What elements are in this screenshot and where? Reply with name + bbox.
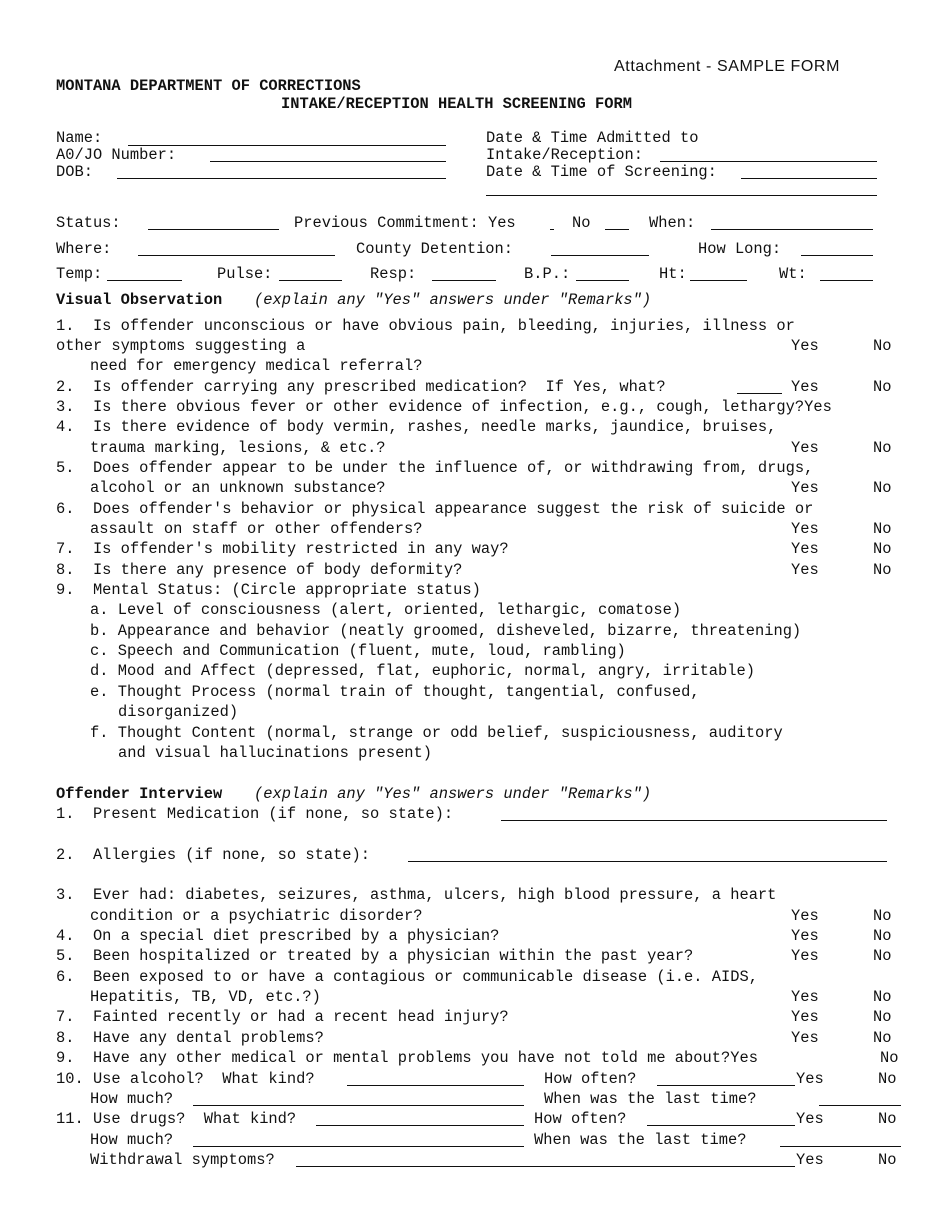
visual-q9d: d. Mood and Affect (depressed, flat, euphoric, normal, angry, irritable) xyxy=(90,662,755,680)
visual-q9f-line2: and visual hallucinations present) xyxy=(118,744,433,762)
alcohol-how-often-field[interactable] xyxy=(657,1085,795,1086)
visual-q4-line2: trauma marking, lesions, & etc.? xyxy=(90,439,386,457)
visual-q8-no[interactable]: No xyxy=(873,561,892,579)
dob-label: DOB: xyxy=(56,163,93,181)
how-long-field[interactable] xyxy=(801,255,873,256)
screening-field-extra[interactable] xyxy=(486,195,877,196)
interview-q4-yes[interactable]: Yes xyxy=(791,927,819,945)
visual-q1-line2: other symptoms suggesting a xyxy=(56,337,306,355)
interview-q3-yes[interactable]: Yes xyxy=(791,907,819,925)
visual-observation-note: (explain any "Yes" answers under "Remarks") xyxy=(254,291,652,309)
interview-q10-yes[interactable]: Yes xyxy=(796,1070,824,1088)
visual-q9f-line1: f. Thought Content (normal, strange or odd belief, suspiciousness, auditory xyxy=(90,724,783,742)
screening-label: Date & Time of Screening: xyxy=(486,163,717,181)
previous-yes-field[interactable] xyxy=(550,229,554,230)
alcohol-how-much-field[interactable] xyxy=(193,1105,524,1106)
visual-q7: 7. Is offender's mobility restricted in any way? xyxy=(56,540,509,558)
visual-q5-line2: alcohol or an unknown substance? xyxy=(90,479,386,497)
offender-interview-heading: Offender Interview xyxy=(56,785,223,803)
present-medication-field[interactable] xyxy=(501,820,887,821)
visual-q4-no[interactable]: No xyxy=(873,439,892,457)
alcohol-last-time-field[interactable] xyxy=(819,1105,901,1106)
withdrawal-symptoms-field[interactable] xyxy=(296,1166,795,1167)
interview-q3-line2: condition or a psychiatric disorder? xyxy=(90,907,423,925)
alcohol-last-time-label: When was the last time? xyxy=(544,1090,757,1108)
visual-q2-medication-field[interactable] xyxy=(737,393,782,394)
drugs-last-time-label: When was the last time? xyxy=(534,1131,747,1149)
interview-q5-yes[interactable]: Yes xyxy=(791,947,819,965)
interview-q11-yes[interactable]: Yes xyxy=(796,1110,824,1128)
interview-q6-no[interactable]: No xyxy=(873,988,892,1006)
drugs-how-often-label: How often? xyxy=(534,1110,627,1128)
temp-label: Temp: xyxy=(56,265,103,283)
visual-q6-no[interactable]: No xyxy=(873,520,892,538)
interview-q4: 4. On a special diet prescribed by a physician? xyxy=(56,927,500,945)
visual-q7-no[interactable]: No xyxy=(873,540,892,558)
admitted-label-2: Intake/Reception: xyxy=(486,146,644,164)
status-label: Status: xyxy=(56,214,121,232)
resp-field[interactable] xyxy=(432,280,496,281)
alcohol-how-much-label: How much? xyxy=(90,1090,174,1108)
interview-q9: 9. Have any other medical or mental problems you have not told me about?Yes xyxy=(56,1049,758,1067)
visual-q9e-line2: disorganized) xyxy=(118,703,239,721)
drugs-how-often-field[interactable] xyxy=(647,1125,795,1126)
visual-q6-line1: 6. Does offender's behavior or physical appearance suggest the risk of suicide or xyxy=(56,500,814,518)
withdrawal-yes[interactable]: Yes xyxy=(796,1151,824,1169)
county-detention-field[interactable] xyxy=(551,255,649,256)
bp-label: B.P.: xyxy=(524,265,571,283)
interview-q8: 8. Have any dental problems? xyxy=(56,1029,324,1047)
interview-q2: 2. Allergies (if none, so state): xyxy=(56,846,371,864)
visual-q8-yes[interactable]: Yes xyxy=(791,561,819,579)
alcohol-kind-field[interactable] xyxy=(347,1085,524,1086)
withdrawal-symptoms-label: Withdrawal symptoms? xyxy=(90,1151,275,1169)
visual-q9e-line1: e. Thought Process (normal train of thought, tangential, confused, xyxy=(90,683,700,701)
where-field[interactable] xyxy=(138,255,335,256)
when-label: When: xyxy=(649,214,696,232)
visual-q2-yes[interactable]: Yes xyxy=(791,378,819,396)
interview-q4-no[interactable]: No xyxy=(873,927,892,945)
visual-q1-line3: need for emergency medical referral? xyxy=(90,357,423,375)
ht-label: Ht: xyxy=(659,265,687,283)
offender-interview-note: (explain any "Yes" answers under "Remarks") xyxy=(254,785,652,803)
previous-commitment-label: Previous Commitment: Yes xyxy=(294,214,516,232)
pulse-field[interactable] xyxy=(279,280,342,281)
interview-q7-yes[interactable]: Yes xyxy=(791,1008,819,1026)
visual-q4-yes[interactable]: Yes xyxy=(791,439,819,457)
when-field[interactable] xyxy=(711,229,873,230)
wt-field[interactable] xyxy=(820,280,873,281)
visual-q6-line2: assault on staff or other offenders? xyxy=(90,520,423,538)
drugs-how-much-field[interactable] xyxy=(193,1146,524,1147)
attachment-label: Attachment - SAMPLE FORM xyxy=(614,58,841,75)
county-detention-label: County Detention: xyxy=(356,240,514,258)
temp-field[interactable] xyxy=(107,280,182,281)
interview-q5-no[interactable]: No xyxy=(873,947,892,965)
dob-field[interactable] xyxy=(117,178,446,179)
interview-q7-no[interactable]: No xyxy=(873,1008,892,1026)
visual-q9a: a. Level of consciousness (alert, oriented, lethargic, comatose) xyxy=(90,601,682,619)
visual-q9: 9. Mental Status: (Circle appropriate status) xyxy=(56,581,481,599)
alcohol-how-often-label: How often? xyxy=(544,1070,637,1088)
interview-q7: 7. Fainted recently or had a recent head injury? xyxy=(56,1008,509,1026)
visual-q2-no[interactable]: No xyxy=(873,378,892,396)
previous-no-label: No xyxy=(572,214,591,232)
interview-q8-yes[interactable]: Yes xyxy=(791,1029,819,1047)
resp-label: Resp: xyxy=(370,265,417,283)
visual-q7-yes[interactable]: Yes xyxy=(791,540,819,558)
pulse-label: Pulse: xyxy=(217,265,273,283)
visual-q9b: b. Appearance and behavior (neatly groomed, disheveled, bizarre, threatening) xyxy=(90,622,802,640)
visual-q9c: c. Speech and Communication (fluent, mute, loud, rambling) xyxy=(90,642,626,660)
where-label: Where: xyxy=(56,240,112,258)
admitted-label-1: Date & Time Admitted to xyxy=(486,129,699,147)
agency-name: MONTANA DEPARTMENT OF CORRECTIONS xyxy=(56,77,361,95)
number-label: A0/JO Number: xyxy=(56,146,177,164)
bp-field[interactable] xyxy=(576,280,629,281)
name-label: Name: xyxy=(56,129,103,147)
interview-q9-no[interactable]: No xyxy=(880,1049,899,1067)
ht-field[interactable] xyxy=(690,280,747,281)
interview-q5: 5. Been hospitalized or treated by a physician within the past year? xyxy=(56,947,694,965)
interview-q10-label: 10. Use alcohol? What kind? xyxy=(56,1070,315,1088)
interview-q8-no[interactable]: No xyxy=(873,1029,892,1047)
interview-q3-no[interactable]: No xyxy=(873,907,892,925)
interview-q3-line1: 3. Ever had: diabetes, seizures, asthma, ulcers, high blood pressure, a heart xyxy=(56,886,777,904)
visual-q3: 3. Is there obvious fever or other evidence of infection, e.g., cough, lethargy?Yes xyxy=(56,398,832,416)
previous-no-field[interactable] xyxy=(605,229,629,230)
interview-q11-no[interactable]: No xyxy=(878,1110,897,1128)
drugs-how-much-label: How much? xyxy=(90,1131,174,1149)
visual-q6-yes[interactable]: Yes xyxy=(791,520,819,538)
drugs-last-time-field[interactable] xyxy=(780,1146,901,1147)
form-title: INTAKE/RECEPTION HEALTH SCREENING FORM xyxy=(281,95,632,113)
allergies-field[interactable] xyxy=(408,861,887,862)
visual-q1-yes[interactable]: Yes xyxy=(791,337,819,355)
interview-q1: 1. Present Medication (if none, so state): xyxy=(56,805,454,823)
interview-q6-line2: Hepatitis, TB, VD, etc.?) xyxy=(90,988,321,1006)
interview-q6-yes[interactable]: Yes xyxy=(791,988,819,1006)
visual-q1-no[interactable]: No xyxy=(873,337,892,355)
visual-observation-heading: Visual Observation xyxy=(56,291,223,309)
screening-field[interactable] xyxy=(741,178,877,179)
visual-q5-yes[interactable]: Yes xyxy=(791,479,819,497)
visual-q5-line1: 5. Does offender appear to be under the influence of, or withdrawing from, drugs, xyxy=(56,459,814,477)
visual-q2: 2. Is offender carrying any prescribed medication? If Yes, what? xyxy=(56,378,666,396)
visual-q1-line1: 1. Is offender unconscious or have obvious pain, bleeding, injuries, illness or xyxy=(56,317,795,335)
wt-label: Wt: xyxy=(779,265,807,283)
number-field[interactable] xyxy=(210,161,446,162)
interview-q10-no[interactable]: No xyxy=(878,1070,897,1088)
interview-q11-label: 11. Use drugs? What kind? xyxy=(56,1110,297,1128)
how-long-label: How Long: xyxy=(698,240,782,258)
visual-q5-no[interactable]: No xyxy=(873,479,892,497)
visual-q4-line1: 4. Is there evidence of body vermin, rashes, needle marks, jaundice, bruises, xyxy=(56,418,777,436)
withdrawal-no[interactable]: No xyxy=(878,1151,897,1169)
drugs-kind-field[interactable] xyxy=(316,1125,524,1126)
interview-q6-line1: 6. Been exposed to or have a contagious or communicable disease (i.e. AIDS, xyxy=(56,968,758,986)
visual-q8: 8. Is there any presence of body deformity? xyxy=(56,561,463,579)
status-field[interactable] xyxy=(148,229,279,230)
